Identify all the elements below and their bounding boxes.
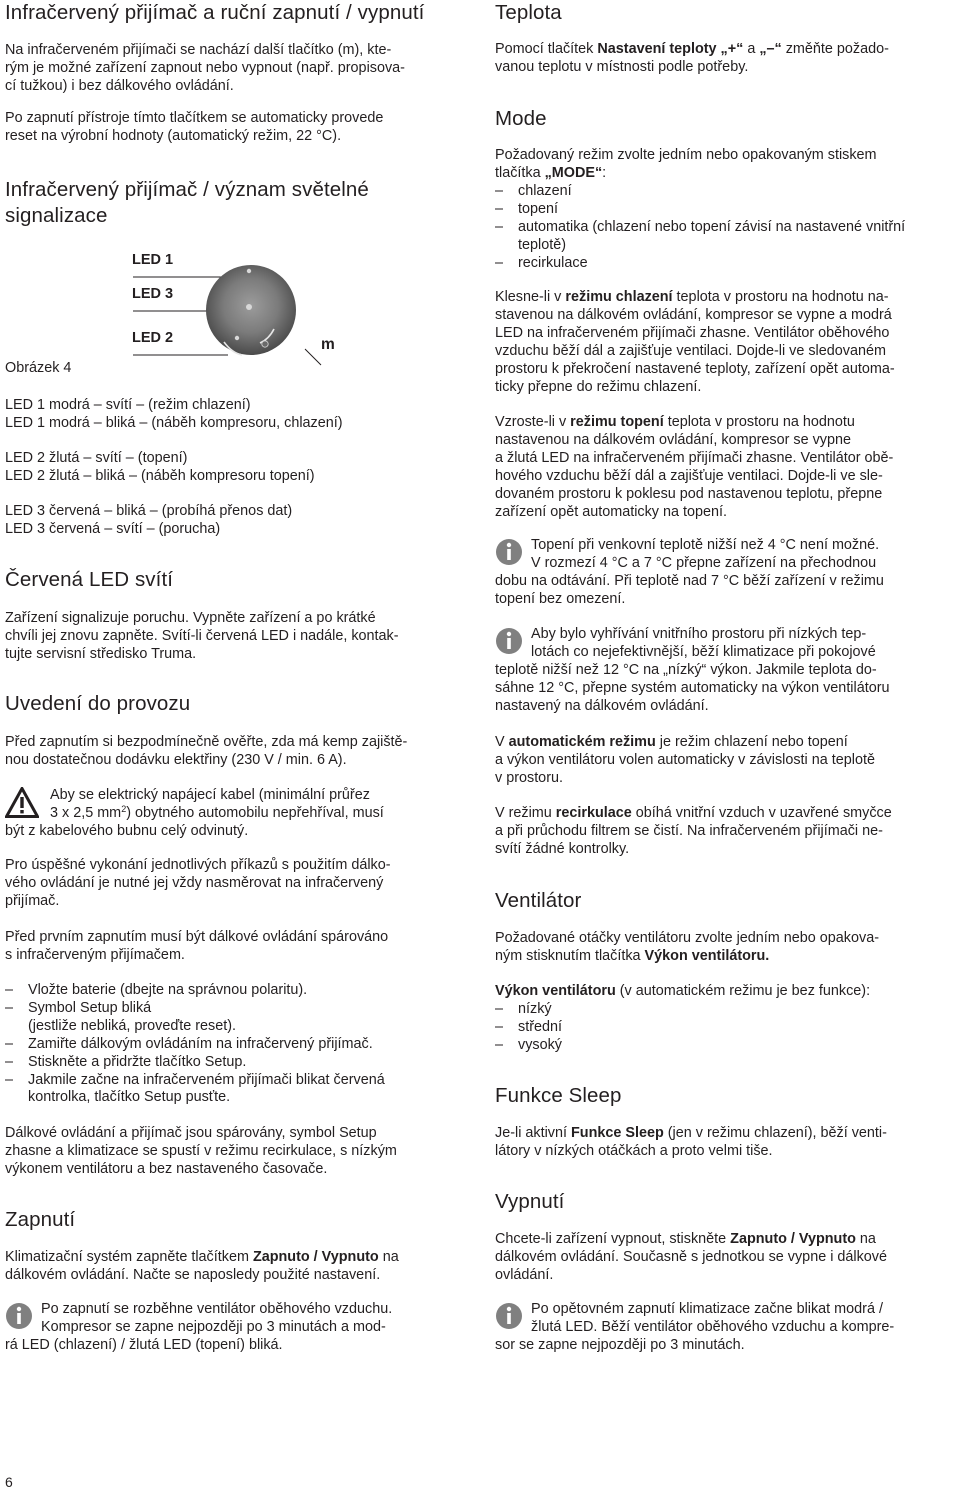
text-line: ticky přepne do režimu chlazení.: [495, 378, 702, 395]
start-section: [5, 691, 475, 717]
text-line: vanou teplotu v místnosti podle potřeby.: [495, 58, 749, 75]
section-title-on: Zapnutí: [5, 1208, 76, 1231]
text-line: LED 2 žlutá – bliká – (náběh kompresoru topení): [5, 467, 315, 484]
led3-lines: [5, 503, 475, 539]
text-line: Na infračerveném přijímači se nachází další tlačítko (m), kte-: [5, 42, 392, 58]
setup-steps-list: [5, 982, 475, 1107]
info-icon: [5, 1302, 33, 1330]
list-item: – recirkulace: [495, 255, 960, 273]
list-item: – Jakmile začne na infračerveném přijímači blikat červená kontrolka, tlačítko Setup pusťte.: [5, 1072, 475, 1108]
section-title-mode: Mode: [495, 107, 547, 130]
text-line: teplotě nižší než 12 °C na „nízký“ výkon. Jakmile teplota do-: [495, 661, 877, 678]
text-line: hového vzduchu běží dál a zajišťuje ventilaci. Dojde-li ve sle-: [495, 467, 883, 484]
info-icon: [495, 1302, 523, 1330]
text-line: Chcete-li zařízení vypnout, stiskněte Zapnuto / Vypnuto na: [495, 1231, 876, 1247]
start-paragraph-1: [5, 734, 475, 770]
on-paragraph: [5, 1249, 475, 1285]
text-line: dálkovém ovládání. Načte se naposledy použité nastavení.: [5, 1266, 381, 1283]
section-title-off: Vypnutí: [495, 1190, 565, 1213]
text-line: LED 3 červená – svítí – (porucha): [5, 520, 221, 537]
recirculation-paragraph: [495, 805, 960, 859]
text-line: Po zapnutí se rozběhne ventilátor oběhového vzduchu.: [41, 1301, 393, 1317]
figure-ir-receiver: [5, 245, 475, 385]
text-line: reset na výrobní hodnoty (automatický režim, 22 °C).: [5, 127, 342, 144]
button-m-label: m: [321, 336, 335, 353]
text-line: Dálkové ovládání a přijímač jsou spárovány, symbol Setup: [5, 1125, 377, 1141]
list-item: – automatika (chlazení nebo topení závisí na nastavené vnitřní teplotě): [495, 219, 960, 255]
text-line: Pomocí tlačítek Nastavení teploty „+“ a „–“ změňte požado-: [495, 41, 889, 57]
led2-label: LED 2: [132, 330, 174, 346]
text-line: zhasne a klimatizace se spustí v režimu recirkulace, s nízkým: [5, 1142, 397, 1159]
text-line: Výkon ventilátoru (v automatickém režimu je bez funkce):: [495, 983, 871, 999]
led2-dot: [235, 336, 239, 340]
mode-paragraph: [495, 147, 960, 183]
off-paragraph: [495, 1231, 960, 1285]
button-m-dot: [262, 341, 268, 347]
text-line: V rozmezí 4 °C a 7 °C přepne zařízení na přechodnou: [531, 554, 877, 571]
led2-lines: [5, 450, 475, 486]
text-line: cí tužkou) i bez dálkového ovládání.: [5, 77, 234, 94]
fan-paragraph: [495, 930, 960, 966]
text-line: prostoru k překročení nastavené teploty, zařízení opět automa-: [495, 360, 895, 377]
text-line: Pro úspěšné vykonání jednotlivých příkazů s použitím dálko-: [5, 857, 391, 873]
text-line: v prostoru.: [495, 769, 563, 786]
info-note-off: [495, 1301, 960, 1355]
text-line: sor se zapne nejpozději po 3 minutách.: [495, 1336, 745, 1353]
text-line: Po opětovném zapnutí klimatizace začne blikat modrá /: [531, 1301, 883, 1317]
led3-dot: [246, 304, 252, 310]
text-line: LED 3 červená – bliká – (probíhá přenos dat): [5, 503, 293, 519]
led-section-title: [5, 177, 475, 229]
led1-dot: [247, 269, 251, 273]
text-line: Kompresor se zapne nejpozději po 3 minutách a mod-: [41, 1318, 386, 1335]
section-title-led-line: signalizace: [5, 204, 108, 227]
temp-section: [495, 0, 960, 26]
text-line: a výkon ventilátoru volen automaticky v závislosti na teplotě: [495, 751, 875, 768]
text-line: nou dostatečnou dodávku elektřiny (230 V / min. 6 A).: [5, 751, 347, 768]
red-led-paragraph: [5, 610, 475, 664]
text-line: nastavenou na dálkovém ovládání, kompresor se vypne: [495, 431, 851, 448]
text-line: ným stisknutím tlačítka Výkon ventilátoru.: [495, 947, 770, 964]
info-note-low-temp: [495, 626, 960, 716]
button-m-leader-line: [305, 349, 321, 365]
list-item: – střední: [495, 1019, 960, 1037]
section-title-ir: Infračervený přijímač a ruční zapnutí / vypnutí: [5, 1, 425, 24]
text-line: svítí žádné kontrolky.: [495, 840, 630, 857]
text-line: rým je možné zařízení zapnout nebo vypnout (např. propisova-: [5, 59, 405, 76]
mode-list: [495, 183, 960, 273]
text-line: žlutá LED. Běží ventilátor oběhového vzduchu a kompre-: [531, 1318, 895, 1335]
fan-levels-list: [495, 1001, 960, 1055]
text-line: dálkovém ovládání. Současně s jednotkou se vypne i dálkové: [495, 1248, 887, 1265]
text-line: tlačítka „MODE“:: [495, 164, 607, 181]
red-led-section: [5, 567, 475, 593]
text-line: být z kabelového bubnu celý odvinutý.: [5, 822, 249, 839]
text-line: látory v nízkých otáčkách a proto velmi tiše.: [495, 1142, 773, 1159]
ir-paragraph-2: [5, 110, 475, 146]
text-line: sáhne 12 °C, přepne systém automaticky na výkon ventilátoru: [495, 679, 890, 696]
section-title-temp: Teplota: [495, 1, 562, 24]
warning-note: [5, 787, 475, 841]
text-line: rá LED (chlazení) / žlutá LED (topení) bliká.: [5, 1336, 283, 1353]
text-line: LED na infračerveném přijímači zhasne. Ventilátor oběhového: [495, 324, 890, 341]
led3-label: LED 3: [132, 286, 174, 302]
text-line: a při průchodu filtrem se čistí. Na infračerveném přijímači ne-: [495, 822, 883, 839]
text-line: zařízení opět automaticky na topení.: [495, 503, 727, 520]
led1-label: LED 1: [132, 252, 174, 268]
text-line: Vzroste-li v režimu topení teplota v prostoru na hodnotu: [495, 414, 855, 430]
text-line: lotách co nejefektivnější, běží klimatizace při pokojové: [531, 643, 876, 660]
text-line: Před prvním zapnutím musí být dálkové ovládání spárováno: [5, 929, 389, 945]
text-line: Aby bylo vyhřívání vnitřního prostoru při nízkých tep-: [531, 626, 867, 642]
text-line: dobu na odtávání. Při teplotě nad 7 °C běží zařízení v režimu: [495, 572, 884, 589]
text-line: nastavený na dálkovém ovládání.: [495, 697, 709, 714]
list-item: – nízký: [495, 1001, 960, 1019]
text-line: Aby se elektrický napájecí kabel (minimální průřez: [50, 787, 370, 803]
section-title-start: Uvedení do provozu: [5, 692, 191, 715]
text-line: Zařízení signalizuje poruchu. Vypněte zařízení a po krátké: [5, 610, 376, 626]
text-line: LED 1 modrá – bliká – (náběh kompresoru, chlazení): [5, 414, 343, 431]
text-line: a žlutá LED na infračerveném přijímači zhasne. Ventilátor obě-: [495, 449, 894, 466]
text-line: V režimu recirkulace obíhá vnitřní vzduch v uzavřené smyčce: [495, 805, 892, 821]
text-line: vzduchu běží dál a zajišťuje ventilaci. Dojde-li ve sledovaném: [495, 342, 886, 359]
start-paragraph-3: [5, 929, 475, 965]
text-line: výkonem ventilátoru a bez nastaveného časovače.: [5, 1160, 328, 1177]
ir-section: [5, 0, 475, 26]
text-line: stavenou na dálkovém ovládání, kompresor se vypne a modrá: [495, 306, 892, 323]
off-section: [495, 1189, 960, 1215]
section-title-led-line: Infračervený přijímač / význam světelné: [5, 178, 369, 201]
text-line: Požadovaný režim zvolte jedním nebo opakovaným stiskem: [495, 147, 877, 163]
text-line: Je-li aktivní Funkce Sleep (jen v režimu chlazení), běží venti-: [495, 1125, 887, 1141]
cooling-paragraph: [495, 289, 960, 396]
auto-paragraph: [495, 734, 960, 788]
temp-paragraph: [495, 41, 960, 77]
list-item: – Zamiřte dálkovým ovládáním na infračervený přijímač.: [5, 1036, 475, 1054]
info-note-on: [5, 1301, 475, 1355]
section-title-fan: Ventilátor: [495, 889, 582, 912]
text-line: Klesne-li v režimu chlazení teplota v prostoru na hodnotu na-: [495, 289, 889, 305]
fan-levels: [495, 983, 960, 1055]
info-icon: [495, 627, 523, 655]
on-section: [5, 1207, 475, 1233]
text-line: topení bez omezení.: [495, 590, 626, 607]
text-line: LED 1 modrá – svítí – (režim chlazení): [5, 397, 251, 413]
sleep-paragraph: [495, 1125, 960, 1161]
text-line: V automatickém režimu je režim chlazení nebo topení: [495, 734, 848, 750]
list-item: – Stiskněte a přidržte tlačítko Setup.: [5, 1054, 475, 1072]
start-paragraph-2: [5, 857, 475, 911]
heating-paragraph: [495, 414, 960, 521]
info-note-heating: [495, 537, 960, 609]
page-number: 6: [5, 1474, 13, 1490]
text-line: vého ovládání je nutné jej vždy nasměrovat na infračervený: [5, 874, 384, 891]
sleep-section: [495, 1083, 960, 1109]
text-line: chvíli jej znovu zapněte. Svítí-li červená LED i nadále, kontak-: [5, 627, 399, 644]
list-item: – vysoký: [495, 1037, 960, 1055]
text-line: Před zapnutím si bezpodmínečně ověřte, zda má kemp zajiště-: [5, 734, 408, 750]
warning-icon: [5, 787, 39, 818]
text-line: tujte servisní středisko Truma.: [5, 645, 197, 662]
list-item: – Vložte baterie (dbejte na správnou polaritu).: [5, 982, 475, 1000]
figure-caption: Obrázek 4: [5, 360, 72, 376]
receiver-dome: [206, 265, 296, 355]
section-title-sleep: Funkce Sleep: [495, 1084, 622, 1107]
text-line: Klimatizační systém zapněte tlačítkem Zapnuto / Vypnuto na: [5, 1249, 399, 1265]
info-icon: [495, 538, 523, 566]
list-item: – Symbol Setup bliká (jestliže nebliká, proveďte reset).: [5, 1000, 475, 1036]
text-line: 3 x 2,5 $mm^2$) obytného automobilu nepřehříval, musí: [50, 803, 384, 821]
list-item: – topení: [495, 201, 960, 219]
text-line: LED 2 žlutá – svítí – (topení): [5, 450, 188, 466]
section-title-red-led: Červená LED svítí: [5, 568, 174, 591]
fan-section: [495, 888, 960, 914]
text-line: Požadované otáčky ventilátoru zvolte jedním nebo opakova-: [495, 930, 879, 946]
start-paragraph-4: [5, 1125, 475, 1179]
ir-paragraph-1: [5, 42, 475, 96]
text-line: ovládání.: [495, 1266, 554, 1283]
mode-section: [495, 106, 960, 132]
text-line: dovaném prostoru k poklesu pod nastavenou teplotu, přepne: [495, 485, 883, 502]
list-item: – chlazení: [495, 183, 960, 201]
text-line: s infračerveným přijímačem.: [5, 946, 185, 963]
text-line: Topení při venkovní teplotě nižší než 4 °C není možné.: [531, 537, 880, 553]
text-line: přijímač.: [5, 892, 60, 909]
led1-lines: [5, 397, 475, 433]
ir-receiver-graphic: [125, 245, 345, 385]
text-line: Po zapnutí přístroje tímto tlačítkem se automaticky provede: [5, 110, 384, 126]
